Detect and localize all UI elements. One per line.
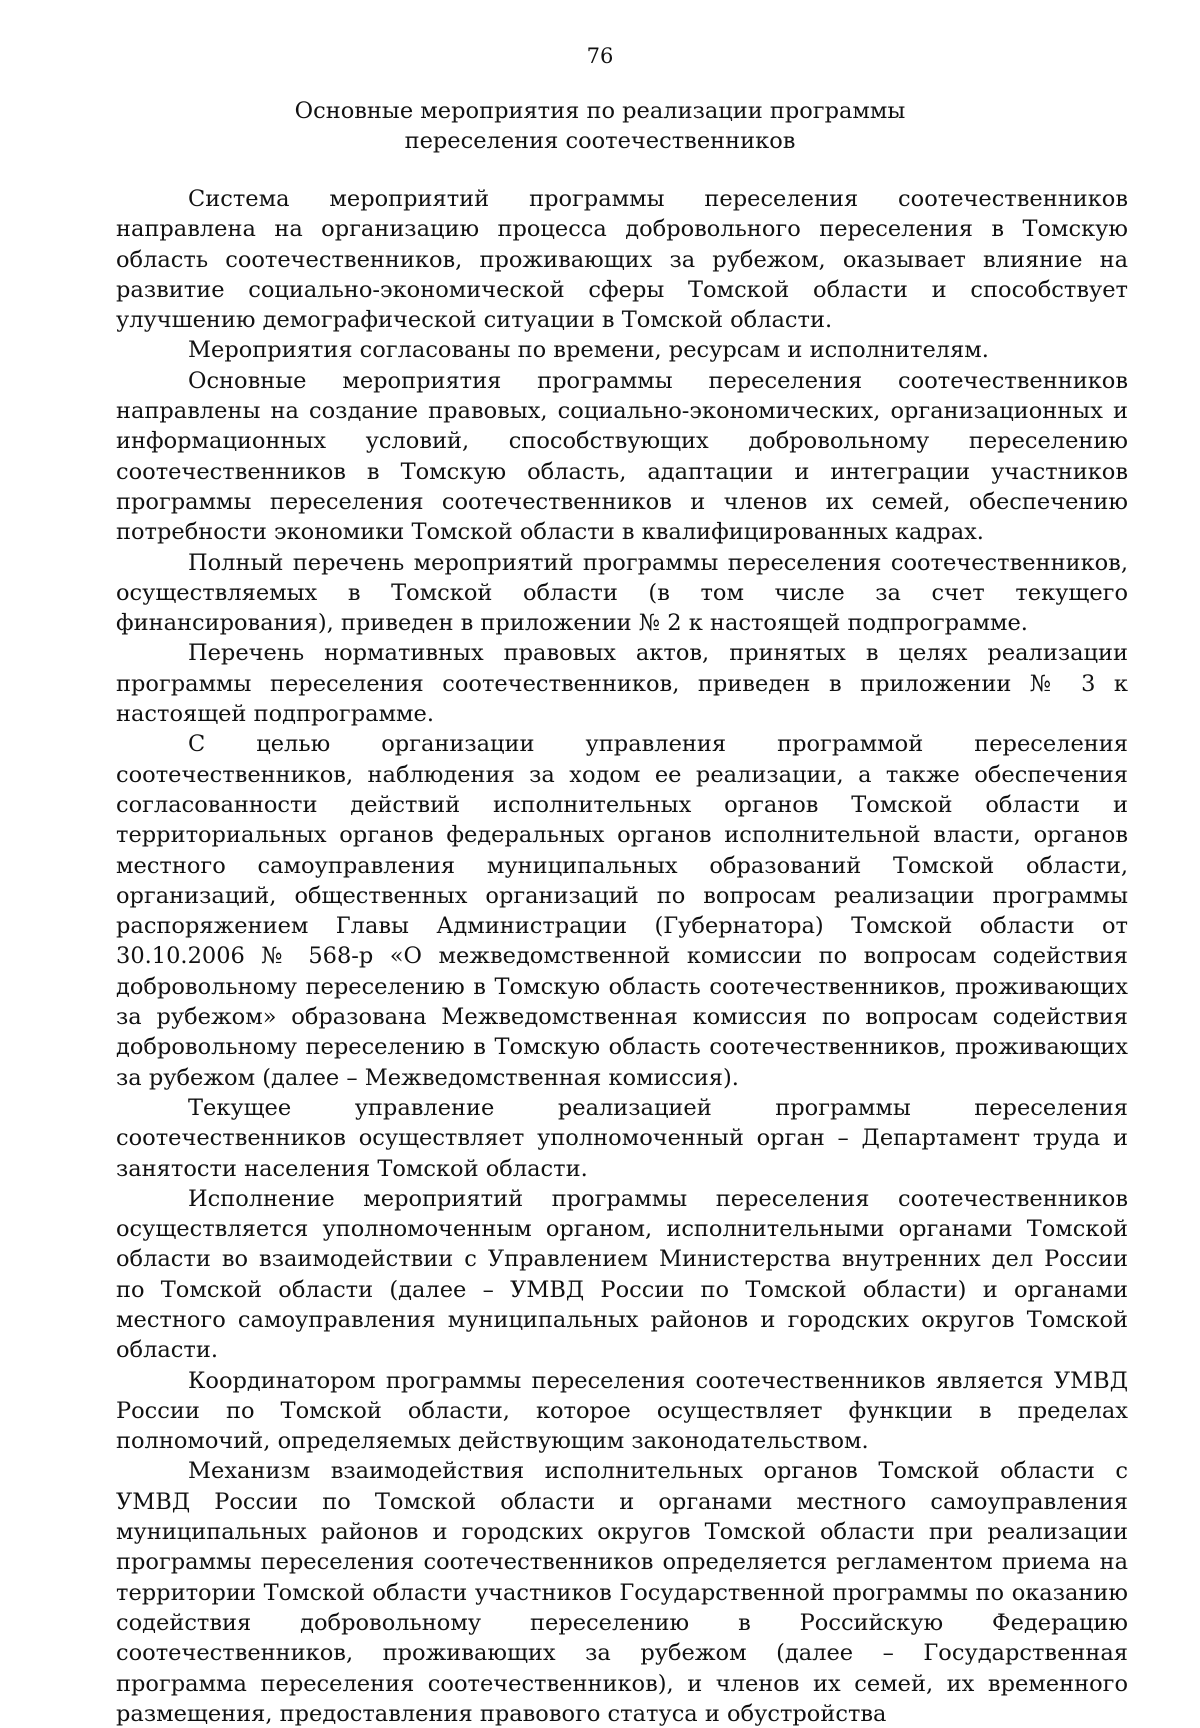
section-title-line-2: переселения соотечественников — [404, 128, 796, 154]
paragraph-interaction-mechanism: Механизм взаимодействия исполнительных органов Томской области с УМВД России по Томской области и органами местного самоуправления муниципальных районов и городских округов Томской области при реализации программы переселения соотечественников определяется регламентом приема на территории Томской области участников Государственной программы по оказанию содействия добровольному переселению в Российскую Федерацию соотечественников, проживающих за рубежом (далее – Государственная программа переселения соотечественников), и членов их семей, их временного размещения, предоставления правового статуса и обустройства — [116, 1458, 1128, 1727]
document-body — [116, 184, 1128, 1728]
paragraph-full-list: Полный перечень мероприятий программы переселения соотечественников, осуществляемых в Томской области (в том числе за счет текущего финансирования), приведен в приложении № 2 к настоящей подпрограмме. — [116, 549, 1128, 637]
page-number: 76 — [586, 44, 614, 68]
paragraph-main-measures: Основные мероприятия программы переселения соотечественников направлены на создание правовых, социально-экономических, организационных и информационных условий, способствующих добровольному переселению соотечественников в Томскую область, адаптации и интеграции участников программы переселения соотечественников и членов их семей, обеспечению потребности экономики Томской области в квалифицированных кадрах. — [116, 367, 1128, 546]
section-title-line-1: Основные мероприятия по реализации программы — [294, 98, 906, 124]
paragraph-commission: С целью организации управления программой переселения соотечественников, наблюдения за ходом ее реализации, а также обеспечения согласованности действий исполнительных органов Томской области и территориальных органов федеральных органов исполнительной власти, органов местного самоуправления муниципальных образований Томской области, организаций, общественных организаций по вопросам реализации программы распоряжением Главы Администрации (Губернатора) Томской области от 30.10.2006 № 568-р «О межведомственной комиссии по вопросам содействия добровольному переселению в Томскую область соотечественников, проживающих за рубежом» образована Межведомственная комиссия по вопросам содействия добровольному переселению в Томскую область соотечественников, проживающих за рубежом (далее – Межведомственная комиссия). — [116, 731, 1128, 1091]
paragraph-current-management: Текущее управление реализацией программы переселения соотечественников осуществляет уполномоченный орган – Департамент труда и занятости населения Томской области. — [116, 1094, 1128, 1182]
paragraph-legal-acts: Перечень нормативных правовых актов, принятых в целях реализации программы переселения соотечественников, приведен в приложении № 3 к настоящей подпрограмме. — [116, 640, 1128, 728]
paragraph-program-system: Система мероприятий программы переселения соотечественников направлена на организацию процесса добровольного переселения в Томскую область соотечественников, проживающих за рубежом, оказывает влияние на развитие социально-экономической сферы Томской области и способствует улучшению демографической ситуации в Томской области. — [116, 186, 1128, 334]
section-title — [200, 96, 1000, 156]
paragraph-coordination: Мероприятия согласованы по времени, ресурсам и исполнителям. — [188, 337, 989, 364]
paragraph-execution: Исполнение мероприятий программы переселения соотечественников осуществляется уполномоченным органом, исполнительными органами Томской области во взаимодействии с Управлением Министерства внутренних дел России по Томской области (далее – УМВД России по Томской области) и органами местного самоуправления муниципальных районов и городских округов Томской области. — [116, 1185, 1128, 1364]
paragraph-coordinator: Координатором программы переселения соотечественников является УМВД России по Томской области, которое осуществляет функции в пределах полномочий, определяемых действующим законодательством. — [116, 1367, 1128, 1455]
